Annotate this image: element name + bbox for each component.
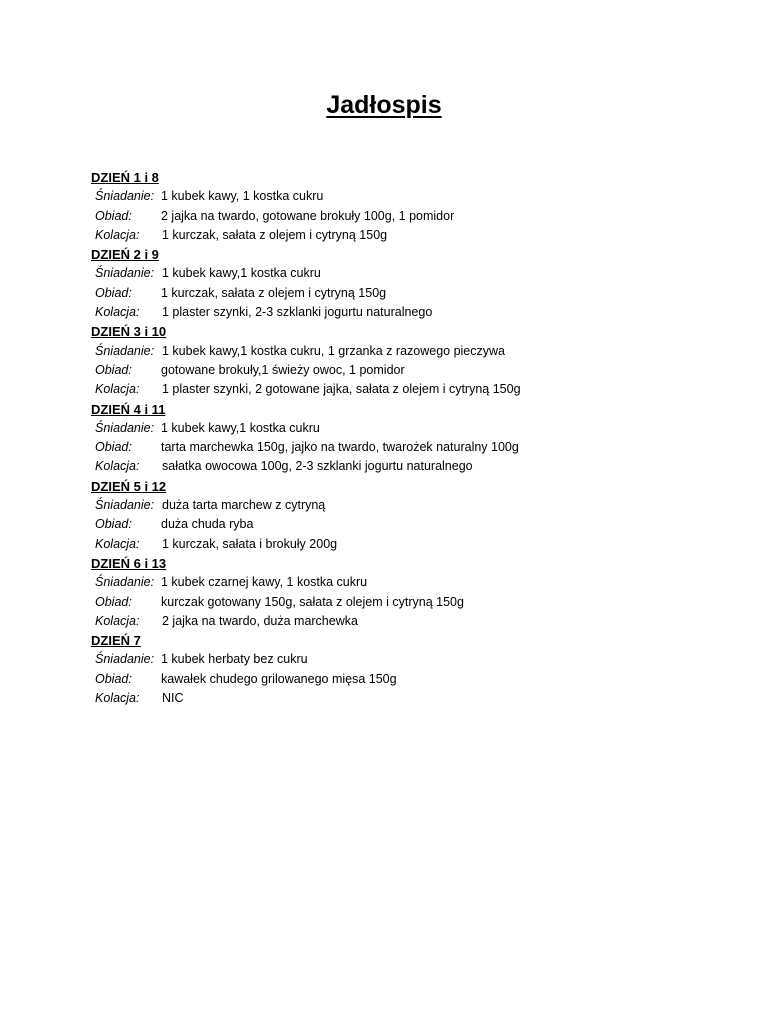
meal-value: 1 kurczak, sałata z olejem i cytryną 150g: [161, 285, 387, 300]
meal-value: 1 kurczak, sałata i brokuły 200g: [162, 536, 338, 551]
meal-value: gotowane brokuły,1 świeży owoc, 1 pomidor: [161, 362, 405, 377]
meal-value: duża tarta marchew z cytryną: [162, 498, 326, 513]
meal-row-breakfast: [91, 187, 711, 206]
meal-value: tarta marchewka 150g, jajko na twardo, twarożek naturalny 100g: [161, 440, 519, 455]
meal-label: Kolacja:: [95, 305, 140, 320]
day-heading: DZIEŃ 4 i 11: [91, 401, 166, 417]
meal-label: Obiad:: [95, 208, 132, 223]
meal-label: Śniadanie:: [95, 420, 155, 435]
meal-value: 1 kubek kawy, 1 kostka cukru: [161, 189, 324, 204]
meal-row-dinner: [91, 612, 711, 631]
meal-row-lunch: [91, 670, 711, 689]
day-heading: DZIEŃ 6 i 13: [91, 555, 167, 571]
meal-row-dinner: [91, 226, 711, 245]
meal-value: duża chuda ryba: [161, 517, 254, 532]
meal-label: Obiad:: [95, 285, 132, 300]
meal-value: 1 plaster szynki, 2-3 szklanki jogurtu naturalnego: [162, 305, 433, 320]
meal-label: Kolacja:: [95, 227, 140, 242]
day-section: [91, 554, 711, 631]
meal-value: 1 kubek kawy,1 kostka cukru, 1 grzanka z razowego pieczywa: [162, 343, 505, 358]
day-section: [91, 477, 711, 554]
meal-row-breakfast: [91, 264, 711, 283]
meal-label: Kolacja:: [95, 459, 140, 474]
meal-label: Obiad:: [95, 671, 132, 686]
meal-row-dinner: [91, 535, 711, 554]
meal-label: Śniadanie:: [95, 498, 155, 513]
meal-label: Kolacja:: [95, 613, 140, 628]
meal-value: 2 jajka na twardo, gotowane brokuły 100g, 1 pomidor: [161, 208, 455, 223]
meal-row-lunch: [91, 515, 711, 534]
day-section: [91, 322, 711, 399]
meal-row-lunch: [91, 361, 711, 380]
day-heading: DZIEŃ 7: [91, 633, 141, 649]
meal-value: 1 kubek kawy,1 kostka cukru: [162, 266, 321, 281]
meal-label: Obiad:: [95, 517, 132, 532]
day-heading: DZIEŃ 1 i 8: [91, 170, 159, 185]
meal-value: 1 kurczak, sałata z olejem i cytryną 150g: [162, 227, 388, 242]
meal-row-lunch: [91, 284, 711, 303]
meal-value: 1 plaster szynki, 2 gotowane jajka, sałata z olejem i cytryną 150g: [162, 382, 521, 397]
meal-label: Obiad:: [95, 362, 132, 377]
day-section: [91, 245, 711, 322]
meal-value: sałatka owocowa 100g, 2-3 szklanki jogurtu naturalnego: [162, 459, 473, 474]
meal-row-breakfast: [91, 573, 711, 592]
day-section: [91, 631, 711, 708]
meal-label: Obiad:: [95, 440, 132, 455]
meal-label: Kolacja:: [95, 382, 140, 397]
meal-value: NIC: [162, 691, 184, 706]
meal-value: 2 jajka na twardo, duża marchewka: [162, 613, 358, 628]
meal-row-breakfast: [91, 650, 711, 669]
meal-label: Śniadanie:: [95, 266, 155, 281]
day-heading: DZIEŃ 5 i 12: [91, 478, 167, 494]
day-section: [91, 168, 711, 245]
document-title: Jadłospis: [326, 91, 442, 119]
meal-row-lunch: [91, 593, 711, 612]
meal-label: Kolacja:: [95, 691, 140, 706]
meal-row-breakfast: [91, 342, 711, 361]
meal-plan: [91, 168, 711, 708]
meal-value: kurczak gotowany 150g, sałata z olejem i cytryną 150g: [161, 594, 464, 609]
meal-row-dinner: [91, 380, 711, 399]
meal-label: Śniadanie:: [95, 575, 155, 590]
meal-row-dinner: [91, 689, 711, 708]
meal-row-lunch: [91, 207, 711, 226]
meal-label: Śniadanie:: [95, 189, 155, 204]
meal-value: 1 kubek kawy,1 kostka cukru: [161, 420, 320, 435]
meal-row-breakfast: [91, 496, 711, 515]
meal-row-breakfast: [91, 419, 711, 438]
meal-label: Obiad:: [95, 594, 132, 609]
meal-value: 1 kubek herbaty bez cukru: [161, 652, 308, 667]
meal-value: kawałek chudego grilowanego mięsa 150g: [161, 671, 397, 686]
meal-row-dinner: [91, 457, 711, 476]
meal-row-dinner: [91, 303, 711, 322]
day-section: [91, 400, 711, 477]
meal-label: Śniadanie:: [95, 343, 155, 358]
meal-label: Śniadanie:: [95, 652, 155, 667]
meal-label: Kolacja:: [95, 536, 140, 551]
day-heading: DZIEŃ 3 i 10: [91, 324, 167, 340]
meal-row-lunch: [91, 438, 711, 457]
meal-value: 1 kubek czarnej kawy, 1 kostka cukru: [161, 575, 368, 590]
day-heading: DZIEŃ 2 i 9: [91, 247, 159, 263]
